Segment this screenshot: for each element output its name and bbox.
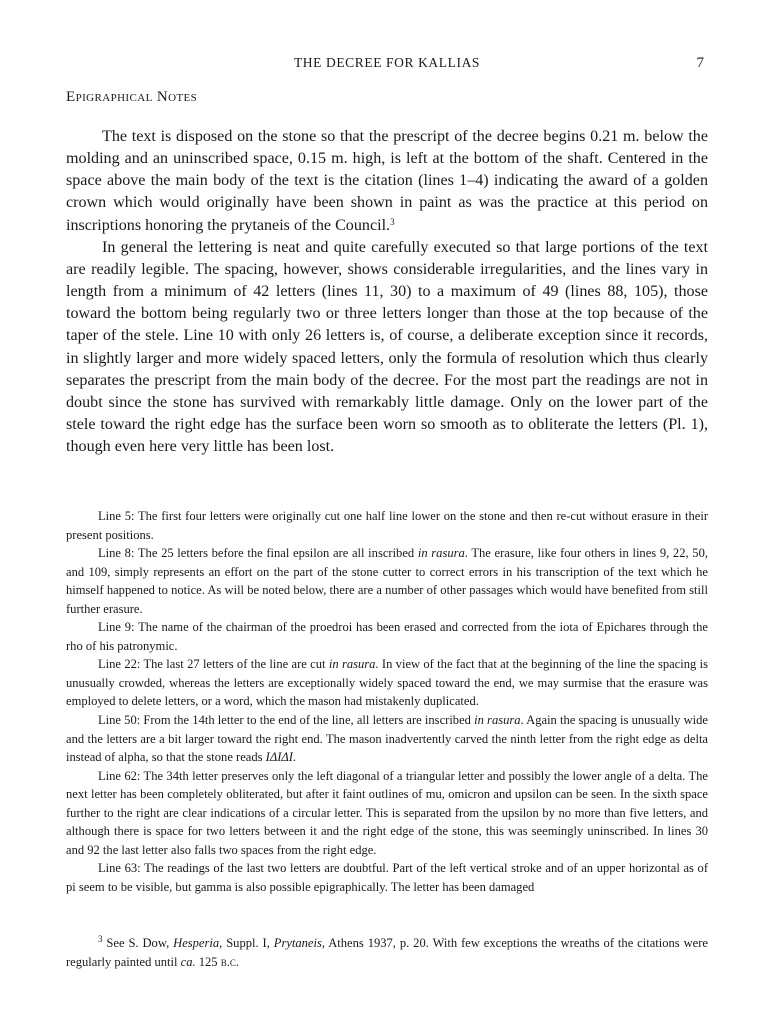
italic-term: in rasura (474, 713, 521, 728)
footnote-area (66, 934, 708, 971)
note-line-63: Line 63: The readings of the last two letters are doubtful. Part of the left vertical stroke and of an upper horizontal as of pi seem to be visible, but gamma is also possible epigraphically. The letter has been damaged (66, 861, 708, 894)
body-paragraph-1 (66, 126, 708, 237)
running-head (66, 55, 708, 75)
italic-term: in rasura (328, 657, 376, 672)
epigraphical-notes (66, 507, 708, 896)
page-number: 7 (696, 55, 704, 71)
greek-reading: ΙΔΙΔΙ (265, 750, 293, 765)
footnote-number: 3 (98, 934, 103, 944)
section-heading: Epigraphical Notes (66, 89, 198, 105)
note-line-62: Line 62: The 34th letter preserves only the left diagonal of a triangular letter and possibly the lower angle of a delta. The next letter has been completely obliterated, but after it faint outlines of mu, omicron and upsilon can be seen. In the sixth space further to the right are clear indications of a circular letter. This is separated from the upsilon by no more than five letters, and although there is space for two letters between it and the right edge of the stone, this was seemingly uninscribed. In lines 30 and 92 the last letter also falls two spaces from the right edge. (66, 768, 708, 857)
body-text (66, 126, 708, 458)
note-line-8: Line 8: The 25 letters before the final epsilon are all inscribed in rasura. The erasure, like four others in lines 9, 22, 50, and 109, simply represents an effort on the part of the stone cutter to correct errors in his transcription of the text which he himself happened to notice. As will be noted below, there are a number of other passages which would have benefited from still further erasure. (66, 546, 708, 616)
italic-term: in rasura (417, 546, 465, 561)
footnote-ref-3[interactable]: 3 (390, 216, 395, 227)
note-line-5: Line 5: The first four letters were originally cut one half line lower on the stone and then re-cut without erasure in their present positions. (66, 509, 708, 542)
running-title: THE DECREE FOR KALLIAS (293, 55, 481, 70)
note-line-22: Line 22: The last 27 letters of the line are cut in rasura. In view of the fact that at the beginning of the line the spacing is unusually crowded, whereas the letters are exceptionally widely spaced toward the end, we may surmise that the erasure was employed to delete letters, or a word, which the mason had mistakenly duplicated. (66, 657, 708, 709)
body-paragraph-2: In general the lettering is neat and quite carefully executed so that large portions of the text are readily legible. The spacing, however, shows considerable irregularities, and the lines vary in length from a minimum of 42 letters (lines 11, 30) to a maximum of 49 (lines 88, 105), those toward the bottom being regularly two or three letters longer than those at the top because of the taper of the stele. Line 10 with only 26 letters is, of course, a deliberate exception since it records, in slightly larger and more widely spaced letters, only the formula of resolution which thus clearly separates the prescript from the main body of the decree. For the most part the readings are not in doubt since the stone has survived with remarkably little damage. Only on the lower part of the stele toward the right edge has the surface been worn so smooth as to obliterate the letters (Pl. 1), though even here very little has been lost. (66, 238, 708, 456)
note-line-50: Line 50: From the 14th letter to the end of the line, all letters are inscribed in rasura. Again the spacing is unusually wide and the letters are a bit larger toward the right end. The mason inadvertently carved the ninth letter from the right edge as delta instead of alpha, so that the stone reads ΙΔΙΔΙ. (66, 713, 708, 765)
note-line-9: Line 9: The name of the chairman of the proedroi has been erased and corrected from the iota of Epichares through the rho of his patronymic. (66, 620, 708, 653)
footnote-3: $^3$ See S. Dow, Hesperia, Suppl. I, Prytaneis, Athens 1937, p. 20. With few exceptions the wreaths of the citations were regularly painted until ca. 125 b.c. (66, 934, 708, 969)
body-paragraph-1-text: The text is disposed on the stone so that the prescript of the decree begins 0.21 m. below the molding and an uninscribed space, 0.15 m. high, is left at the bottom of the shaft. Centered in the space above the main body of the text is the citation (lines 1–4) indicating the award of a golden crown which would originally have been shown in paint as was the practice at this period on inscriptions honoring the prytaneis of the Council. (66, 128, 708, 234)
